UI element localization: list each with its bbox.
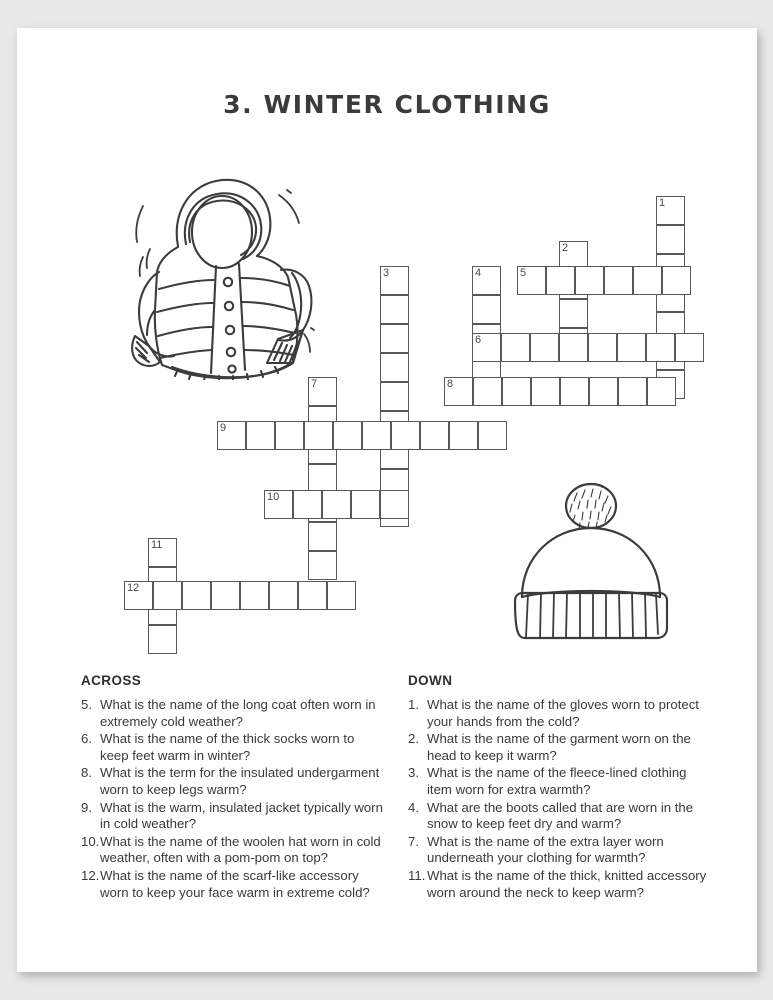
crossword-cell[interactable] (420, 421, 449, 450)
crossword-cell[interactable] (182, 581, 211, 610)
crossword-cell[interactable] (380, 295, 409, 324)
clue-item (81, 800, 384, 833)
crossword-cell[interactable] (444, 377, 473, 406)
crossword-cell[interactable] (472, 266, 501, 295)
crossword-cell[interactable] (617, 333, 646, 362)
crossword-cell[interactable] (333, 421, 362, 450)
clue-item (408, 697, 711, 730)
crossword-cell[interactable] (351, 490, 380, 519)
crossword-cell[interactable] (604, 266, 633, 295)
worksheet-body (17, 28, 757, 972)
clue-number: 10. (81, 833, 100, 849)
crossword-cell[interactable] (656, 196, 685, 225)
clue-item (408, 800, 711, 833)
crossword-cell[interactable] (148, 625, 177, 654)
clue-text: What is the name of the thick socks worn to keep feet warm in winter? (100, 731, 355, 763)
clue-text: What is the name of the thick, knitted accessory worn around the neck to keep warm? (427, 867, 707, 900)
crossword-cell[interactable] (618, 377, 647, 406)
crossword-cell[interactable] (662, 266, 691, 295)
clue-number: 4. (408, 799, 419, 815)
crossword-cell[interactable] (380, 266, 409, 295)
crossword-cell[interactable] (517, 266, 546, 295)
cell-number: 10 (267, 491, 280, 503)
crossword-cell[interactable] (546, 266, 575, 295)
crossword-cell[interactable] (449, 421, 478, 450)
cell-number: 2 (562, 242, 569, 254)
crossword-cell[interactable] (308, 377, 337, 406)
crossword-cell[interactable] (501, 333, 530, 362)
crossword-grid (17, 28, 757, 668)
crossword-cell[interactable] (531, 377, 560, 406)
crossword-cell[interactable] (472, 333, 501, 362)
crossword-cell[interactable] (308, 464, 337, 493)
crossword-cell[interactable] (217, 421, 246, 450)
clue-number: 5. (81, 697, 92, 712)
cell-number: 6 (475, 334, 482, 346)
clue-text: What is the name of the long coat often worn in extremely cold weather? (100, 697, 376, 729)
crossword-cell[interactable] (275, 421, 304, 450)
crossword-cell[interactable] (380, 490, 409, 519)
cell-number: 11 (151, 539, 163, 551)
crossword-cell[interactable] (327, 581, 356, 610)
cell-number: 12 (127, 582, 140, 594)
cell-number: 1 (659, 197, 666, 209)
crossword-cell[interactable] (246, 421, 275, 450)
crossword-cell[interactable] (575, 266, 604, 295)
crossword-cell[interactable] (308, 551, 337, 580)
down-clue-list (408, 697, 711, 901)
crossword-cell[interactable] (633, 266, 662, 295)
crossword-cell[interactable] (647, 377, 676, 406)
clue-number: 2. (408, 731, 419, 747)
crossword-cell[interactable] (304, 421, 333, 450)
crossword-cell[interactable] (322, 490, 351, 519)
crossword-cell[interactable] (472, 295, 501, 324)
crossword-cell[interactable] (559, 299, 588, 328)
clue-text: What is the term for the insulated undergarment worn to keep legs warm? (100, 765, 380, 797)
clue-text: What are the boots called that are worn in the snow to keep feet dry and warm? (427, 799, 694, 832)
crossword-cell[interactable] (588, 333, 617, 362)
clue-number: 1. (408, 697, 419, 712)
crossword-cell[interactable] (559, 333, 588, 362)
crossword-cell[interactable] (380, 324, 409, 353)
clue-text: What is the name of the scarf-like accessory worn to keep your face warm in extreme cold? (100, 867, 370, 900)
clue-text: What is the name of the woolen hat worn in cold weather, often with a pom-pom on top? (100, 833, 381, 866)
crossword-cell[interactable] (502, 377, 531, 406)
crossword-cell[interactable] (269, 581, 298, 610)
clue-text: What is the warm, insulated jacket typically worn in cold weather? (100, 799, 383, 832)
crossword-cell[interactable] (293, 490, 322, 519)
crossword-cell[interactable] (380, 353, 409, 382)
crossword-cell[interactable] (148, 538, 177, 567)
down-heading: DOWN (408, 673, 453, 688)
crossword-cell[interactable] (675, 333, 704, 362)
clue-number: 6. (81, 731, 92, 747)
crossword-cell[interactable] (124, 581, 153, 610)
crossword-cell[interactable] (308, 522, 337, 551)
clues-section (81, 673, 711, 902)
clue-item (408, 868, 711, 901)
cell-number: 4 (475, 267, 482, 279)
crossword-cell[interactable] (298, 581, 327, 610)
down-column (408, 673, 711, 902)
crossword-cell[interactable] (530, 333, 559, 362)
crossword-cell[interactable] (153, 581, 182, 610)
crossword-cell[interactable] (211, 581, 240, 610)
clue-text: What is the name of the gloves worn to protect your hands from the cold? (427, 697, 699, 729)
across-column (81, 673, 384, 902)
crossword-cell[interactable] (380, 382, 409, 411)
crossword-cell[interactable] (240, 581, 269, 610)
clue-item (81, 834, 384, 867)
crossword-cell[interactable] (646, 333, 675, 362)
cell-number: 7 (311, 378, 318, 390)
worksheet-page (17, 28, 757, 972)
clue-item (408, 834, 711, 867)
clue-item (81, 868, 384, 901)
crossword-cell[interactable] (478, 421, 507, 450)
clue-number: 7. (408, 833, 419, 849)
clue-number: 8. (81, 765, 92, 781)
clue-text: What is the name of the fleece-lined clothing item worn for extra warmth? (427, 765, 687, 797)
cell-number: 9 (220, 422, 227, 434)
cell-number: 3 (383, 267, 390, 279)
crossword-cell[interactable] (656, 225, 685, 254)
crossword-cell[interactable] (264, 490, 293, 519)
clue-item (81, 731, 384, 764)
clue-number: 9. (81, 799, 92, 815)
clue-item (408, 731, 711, 764)
clue-item (81, 697, 384, 730)
clue-number: 12. (81, 867, 100, 883)
cell-number: 8 (447, 378, 454, 390)
cell-number: 5 (520, 267, 527, 279)
crossword-cell[interactable] (391, 421, 420, 450)
clue-item (408, 765, 711, 798)
clue-text: What is the name of the extra layer worn underneath your clothing for warmth? (427, 833, 664, 866)
across-clue-list (81, 697, 384, 901)
clue-number: 3. (408, 765, 419, 781)
clue-number: 11. (408, 867, 426, 883)
crossword-cell[interactable] (362, 421, 391, 450)
clue-item (81, 765, 384, 798)
crossword-cell[interactable] (589, 377, 618, 406)
crossword-cell[interactable] (473, 377, 502, 406)
across-heading: ACROSS (81, 673, 142, 688)
clue-text: What is the name of the garment worn on the head to keep it warm? (427, 731, 691, 763)
page-title: 3. WINTER CLOTHING (223, 90, 551, 119)
crossword-cell[interactable] (560, 377, 589, 406)
